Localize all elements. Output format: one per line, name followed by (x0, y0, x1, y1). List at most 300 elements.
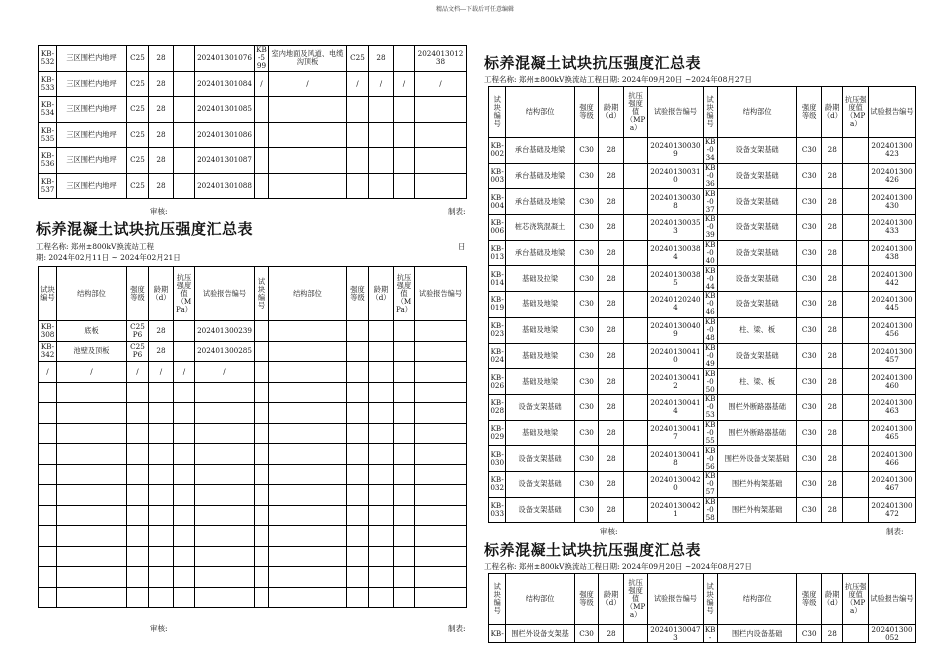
table-cell (369, 321, 394, 342)
table-row (39, 148, 467, 174)
table-row (489, 266, 916, 292)
table-cell (347, 362, 369, 383)
table-cell (127, 485, 149, 506)
table-cell: C30 (797, 163, 822, 189)
table-cell (843, 317, 869, 343)
table-cell (57, 464, 127, 485)
table-cell (369, 587, 394, 608)
table-cell (347, 505, 369, 526)
maker-label: 制表: (448, 207, 466, 216)
table-cell: 强度等级 (347, 267, 369, 321)
table-cell (347, 173, 369, 199)
table-cell (843, 420, 869, 446)
table-cell: 试块编号 (703, 87, 717, 138)
table-cell (269, 546, 347, 567)
table-cell: 28 (599, 189, 624, 215)
table-cell: 202401301087 (195, 148, 255, 174)
table-cell (255, 485, 269, 506)
table-cell (269, 567, 347, 588)
table-cell (39, 444, 57, 465)
header-row (489, 87, 916, 138)
table-cell: KB-046 (704, 291, 716, 317)
table-cell (255, 122, 269, 148)
table-cell: C25 (127, 148, 149, 174)
table-cell: 28 (149, 148, 174, 174)
table-cell: 设备支架基础 (717, 240, 797, 266)
table-cell: 202401202404 (648, 292, 703, 318)
table-cell: 柱、梁、板 (717, 317, 797, 343)
table-cell: 202401301238 (415, 46, 467, 72)
table-cell: 202401300456 (868, 317, 915, 343)
table-cell: 强度等级 (574, 87, 599, 138)
table-cell (623, 497, 648, 523)
table-cell: 结构部位 (57, 267, 127, 321)
table-cell (415, 444, 467, 465)
table-cell: 28 (149, 46, 174, 72)
table-cell: 设备支架基础 (717, 189, 797, 215)
table-cell: 28 (599, 240, 624, 266)
table-cell (195, 382, 255, 403)
table-cell: C30 (797, 369, 822, 395)
table-cell (369, 505, 394, 526)
table-cell (57, 587, 127, 608)
table-cell: KB-013 (489, 240, 506, 266)
table-row (489, 420, 916, 446)
table-cell: KB-030 (489, 446, 506, 472)
table-cell: 试验报告编号 (648, 574, 703, 625)
table-cell: 强度等级 (574, 574, 599, 625)
table-cell (39, 423, 57, 444)
table-cell: 202401300473 (648, 625, 703, 643)
table-cell: 基础及拉梁 (506, 266, 574, 292)
table-cell: 202401300433 (868, 215, 915, 241)
table-cell (149, 444, 174, 465)
table-cell: KB-537 (39, 173, 57, 199)
table-cell (623, 369, 648, 395)
table-row (489, 343, 916, 369)
table-cell (394, 382, 415, 403)
table-cell (394, 321, 415, 342)
table-cell: / (369, 71, 394, 97)
table-cell (149, 464, 174, 485)
table-cell (174, 173, 195, 199)
table-cell: 围栏外构架基础 (717, 471, 797, 497)
table-cell: 28 (599, 215, 624, 241)
table-cell (195, 403, 255, 424)
table-cell: 结构部位 (717, 87, 797, 138)
table-cell: KB-055 (704, 420, 716, 445)
maker-label: 制表: (886, 527, 904, 536)
table-cell (57, 567, 127, 588)
table-cell: 28 (599, 497, 624, 523)
table-cell: 围栏外设备支架基 (506, 625, 574, 643)
table-cell (843, 446, 869, 472)
table-cell (255, 526, 269, 547)
table-cell (369, 122, 394, 148)
table-cell: 202401300417 (648, 420, 703, 446)
table-cell (269, 122, 347, 148)
table-cell: 承台基础及地梁 (506, 240, 574, 266)
table-cell: C30 (797, 240, 822, 266)
table-cell: 龄期（d） (599, 574, 624, 625)
table-cell (269, 148, 347, 174)
table-cell: / (39, 362, 57, 383)
table-cell: C30 (574, 394, 599, 420)
table-cell: 设备支架基础 (717, 266, 797, 292)
table-cell: / (394, 71, 415, 97)
table-cell: 龄期（d） (821, 87, 842, 138)
table-cell (127, 546, 149, 567)
table-cell: 28 (821, 189, 842, 215)
table-cell: 基础及地梁 (506, 343, 574, 369)
project-name: 工程名称: 郑州±800kV换流站工程日期: 2024年09月20日 ~2024年08月27日 (484, 75, 752, 84)
table-cell: 设备支架基础 (717, 292, 797, 318)
table-cell (127, 444, 149, 465)
table-cell: C30 (797, 420, 822, 446)
table-cell: KB-002 (489, 138, 506, 164)
table-cell: / (195, 362, 255, 383)
table-cell: C30 (574, 369, 599, 395)
table-cell (843, 369, 869, 395)
table-cell: 28 (599, 625, 624, 643)
table-row (39, 485, 467, 506)
table-cell (195, 526, 255, 547)
table-cell: KB-534 (39, 97, 57, 123)
table-cell: KB-003 (489, 163, 506, 189)
table-cell: 三区围栏内地坪 (57, 173, 127, 199)
table-cell: 基础及地梁 (506, 369, 574, 395)
table-cell: KB-014 (489, 266, 506, 292)
review-label: 审核: (150, 207, 168, 216)
table-cell: 28 (599, 369, 624, 395)
table-cell: 龄期（d） (369, 267, 394, 321)
table-cell: KB-026 (489, 369, 506, 395)
table-cell (623, 317, 648, 343)
table-cell (415, 403, 467, 424)
table-cell: KB-040 (704, 240, 716, 266)
table-cell: 28 (149, 321, 174, 342)
table-cell: C25 (127, 122, 149, 148)
table-cell: 28 (599, 420, 624, 446)
table-cell: C30 (797, 189, 822, 215)
table-cell (623, 292, 648, 318)
table-cell: / (57, 362, 127, 383)
table-cell: 设备支架基础 (506, 446, 574, 472)
table-cell: 28 (821, 292, 842, 318)
table-cell (415, 505, 467, 526)
table-cell: 202401300418 (648, 446, 703, 472)
table-cell (174, 382, 195, 403)
table-row (39, 382, 467, 403)
table-cell: C30 (574, 292, 599, 318)
table-cell (149, 546, 174, 567)
table-cell (415, 341, 467, 362)
table-cell (369, 173, 394, 199)
table-cell: 202401300285 (195, 341, 255, 362)
table-cell: 三区围栏内地坪 (57, 46, 127, 72)
table-cell: 28 (821, 240, 842, 266)
table-cell (269, 362, 347, 383)
table-cell: KB-028 (489, 394, 506, 420)
table-cell (149, 382, 174, 403)
table-cell (347, 403, 369, 424)
table-cell: 三区围栏内地坪 (57, 122, 127, 148)
table-cell (369, 464, 394, 485)
table-cell (269, 505, 347, 526)
table-row (489, 240, 916, 266)
table-cell (149, 423, 174, 444)
table-cell (39, 382, 57, 403)
table-cell (415, 526, 467, 547)
table-row (39, 341, 467, 362)
table-cell (415, 148, 467, 174)
table-cell: KB-536 (39, 148, 57, 174)
table-cell: 28 (599, 266, 624, 292)
table-cell: 龄期（d） (149, 267, 174, 321)
table-cell: 28 (149, 341, 174, 362)
table-cell: 试验报告编号 (415, 267, 467, 321)
table-cell (843, 189, 869, 215)
table-cell: 28 (149, 97, 174, 123)
table-cell (347, 444, 369, 465)
table-cell (394, 173, 415, 199)
table-row (39, 362, 467, 383)
table-cell: C25 (127, 46, 149, 72)
table-cell: 202401301084 (195, 71, 255, 97)
table-cell: C25 (127, 71, 149, 97)
table-cell: 围栏外设备支架基础 (717, 446, 797, 472)
table-cell (174, 148, 195, 174)
table-cell: 202401300466 (868, 446, 915, 472)
table-cell (255, 505, 269, 526)
table-row (39, 46, 467, 72)
table-cell (195, 464, 255, 485)
table-row (489, 138, 916, 164)
table-cell: C30 (574, 266, 599, 292)
table-cell (174, 122, 195, 148)
table-cell: 池壁及顶板 (57, 341, 127, 362)
review-label: 审核: (150, 624, 168, 633)
table-cell: 围栏外断路器基础 (717, 420, 797, 446)
table-cell: C30 (574, 317, 599, 343)
table-cell (347, 321, 369, 342)
table-cell: 28 (821, 343, 842, 369)
table-row (39, 173, 467, 199)
table-cell: 28 (821, 317, 842, 343)
table-cell: 设备支架基础 (717, 138, 797, 164)
table-cell (347, 122, 369, 148)
table-cell (394, 362, 415, 383)
table-cell: / (347, 71, 369, 97)
table-cell: 试块编号 (489, 574, 506, 625)
table-cell (394, 97, 415, 123)
table-cell (369, 362, 394, 383)
table-cell: C30 (574, 215, 599, 241)
table-cell (394, 403, 415, 424)
table-cell: KB-053 (704, 394, 716, 420)
section-title: 标养混凝土试块抗压强度汇总表 (484, 541, 702, 559)
table-cell (39, 464, 57, 485)
table-cell (415, 382, 467, 403)
table-cell (39, 505, 57, 526)
table-cell: 28 (149, 71, 174, 97)
table-cell: KB-044 (704, 265, 716, 291)
table-cell: C30 (574, 446, 599, 472)
table-cell: KB-058 (704, 497, 716, 522)
table-cell: 202401300465 (868, 420, 915, 446)
table-cell: / (149, 362, 174, 383)
table-cell: / (269, 71, 347, 97)
table-cell (347, 587, 369, 608)
table-cell (623, 215, 648, 241)
table-cell (255, 148, 269, 174)
table-cell: 基础及地梁 (506, 317, 574, 343)
table-cell: KB-535 (39, 122, 57, 148)
table-cell (269, 173, 347, 199)
table-cell: / (127, 362, 149, 383)
table-cell (394, 485, 415, 506)
table-cell (174, 485, 195, 506)
table-cell: 202401300445 (868, 292, 915, 318)
table-cell: 202401300410 (648, 343, 703, 369)
table-cell: 28 (599, 343, 624, 369)
table-cell: KB-308 (39, 321, 57, 342)
table-cell (394, 444, 415, 465)
table-cell: 28 (599, 446, 624, 472)
table-cell: KB-023 (489, 317, 506, 343)
table-cell (394, 423, 415, 444)
table-cell: KB-033 (489, 497, 506, 523)
table-cell: KB- (704, 624, 716, 642)
table-cell (149, 526, 174, 547)
table-cell: 底板 (57, 321, 127, 342)
table-cell (149, 567, 174, 588)
table-cell: C30 (797, 625, 822, 643)
table-cell: 设备支架基础 (717, 163, 797, 189)
table-cell: C30 (797, 394, 822, 420)
table-cell: KB-019 (489, 292, 506, 318)
table-cell (269, 526, 347, 547)
table-cell (195, 567, 255, 588)
table-cell (255, 321, 269, 342)
table-cell (415, 485, 467, 506)
table-cell (415, 567, 467, 588)
table-cell: 28 (821, 138, 842, 164)
table-cell: 围栏外断路器基础 (717, 394, 797, 420)
table-row (489, 163, 916, 189)
table-cell (415, 362, 467, 383)
table-cell: 28 (821, 625, 842, 643)
table-cell (369, 546, 394, 567)
table-cell: KB-342 (39, 341, 57, 362)
table-cell: 28 (821, 394, 842, 420)
table-cell: 202401300457 (868, 343, 915, 369)
table-cell (195, 587, 255, 608)
table-cell: 28 (821, 215, 842, 241)
table-cell (127, 567, 149, 588)
table-cell (57, 423, 127, 444)
table-cell: 桩芯浇筑混凝土 (506, 215, 574, 241)
table-cell: KB-006 (489, 215, 506, 241)
table-cell (347, 485, 369, 506)
section-title: 标养混凝土试块抗压强度汇总表 (36, 220, 254, 238)
table-cell (843, 163, 869, 189)
table-cell: 202401300463 (868, 394, 915, 420)
table-row (489, 215, 916, 241)
table-cell: C30 (797, 343, 822, 369)
table-cell (623, 420, 648, 446)
table-cell (843, 343, 869, 369)
table-cell (195, 546, 255, 567)
table-cell (255, 362, 269, 383)
table-cell (174, 46, 195, 72)
table-cell: 202401300309 (648, 138, 703, 164)
maker-label: 制表: (448, 624, 466, 633)
table-cell (127, 423, 149, 444)
table-cell (57, 444, 127, 465)
table-cell (369, 526, 394, 547)
table-row (39, 403, 467, 424)
table-cell (369, 485, 394, 506)
table-cell: KB-036 (704, 163, 716, 189)
table-cell (174, 567, 195, 588)
table-cell: KB-532 (39, 46, 57, 72)
table-cell (174, 464, 195, 485)
table-cell (623, 343, 648, 369)
table-cell: 202401300421 (648, 497, 703, 523)
table-cell: KB-049 (704, 343, 716, 368)
table-cell: 202401300442 (868, 266, 915, 292)
section-title: 标养混凝土试块抗压强度汇总表 (484, 54, 702, 72)
table-cell (347, 423, 369, 444)
table-cell (843, 292, 869, 318)
table-cell (174, 526, 195, 547)
summary-table (488, 573, 916, 643)
table-cell (369, 148, 394, 174)
table-cell: 试验报告编号 (195, 267, 255, 321)
table-cell (174, 423, 195, 444)
table-cell (623, 446, 648, 472)
table-cell: KB-050 (704, 368, 716, 394)
table-cell: 28 (599, 317, 624, 343)
table-cell (623, 163, 648, 189)
table-cell (623, 189, 648, 215)
table-cell (415, 122, 467, 148)
table-cell (394, 148, 415, 174)
table-row (489, 471, 916, 497)
table-cell (269, 321, 347, 342)
table-cell (415, 321, 467, 342)
table-cell (394, 546, 415, 567)
table-cell (255, 464, 269, 485)
table-cell (39, 546, 57, 567)
table-row (39, 71, 467, 97)
table-cell: 龄期（d） (821, 574, 842, 625)
table-cell (127, 526, 149, 547)
table-cell: 202401300430 (868, 189, 915, 215)
table-cell: 28 (369, 46, 394, 72)
table-cell: 202401300052 (868, 625, 915, 643)
table-cell: 202401301076 (195, 46, 255, 72)
table-cell: C30 (574, 471, 599, 497)
table-cell: 三区围栏内地坪 (57, 148, 127, 174)
table-cell (347, 567, 369, 588)
table-cell: KB-048 (704, 317, 716, 343)
date-char: 日 (458, 242, 466, 251)
table-cell (369, 403, 394, 424)
table-cell: / (415, 71, 467, 97)
header-note: 精品文档---下载后可任意编辑 (435, 6, 515, 13)
